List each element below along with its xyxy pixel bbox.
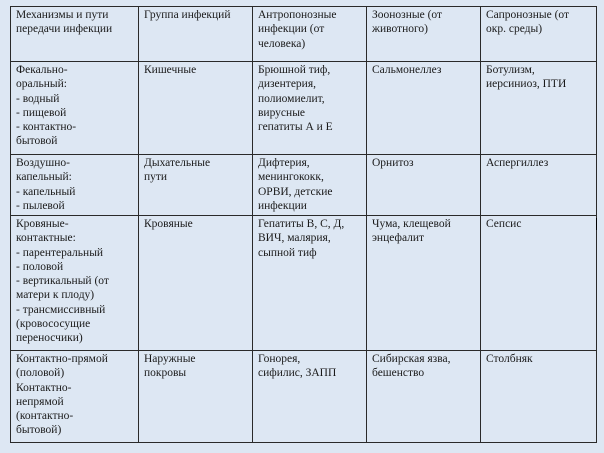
table-cell: Фекально- оральный: - водный - пищевой - контактно- бытовой	[11, 62, 139, 155]
table-cell: Воздушно- капельный: - капельный - пылевой	[11, 155, 139, 216]
table-cell: Дыхательные пути	[139, 155, 253, 216]
table-row	[11, 62, 597, 155]
header-cell-mechanism: Механизмы и пути передачи инфекции	[11, 7, 139, 62]
header-cell-group: Группа инфекций	[139, 7, 253, 62]
table-header-row	[11, 7, 597, 62]
table-cell: Кровяные	[139, 216, 253, 351]
table-cell: Сепсис	[481, 216, 597, 351]
table-row	[11, 351, 597, 443]
header-cell-anthroponotic: Антропонозные инфекции (от человека)	[253, 7, 367, 62]
table-cell: Гепатиты В, С, Д, ВИЧ, малярия, сыпной тиф	[253, 216, 367, 351]
table-row	[11, 216, 597, 351]
table-cell: Столбняк	[481, 351, 597, 443]
header-cell-zoonotic: Зоонозные (от животного)	[367, 7, 481, 62]
table-cell: Брюшной тиф, дизентерия, полиомиелит, вирусные гепатиты А и Е	[253, 62, 367, 155]
table-cell: Аспергиллез	[481, 155, 597, 216]
header-cell-sapronotic: Сапронозные (от окр. среды)	[481, 7, 597, 62]
table-cell: Кровяные- контактные: - парентеральный - половой - вертикальный (от матери к плоду) - трансмиссивный (кровососущие переносчики)	[11, 216, 139, 351]
table-cell: Сибирская язва, бешенство	[367, 351, 481, 443]
table-row	[11, 155, 597, 216]
table-cell: Гонорея, сифилис, ЗАПП	[253, 351, 367, 443]
table-cell: Контактно-прямой (половой) Контактно- непрямой (контактно- бытовой)	[11, 351, 139, 443]
table-cell: Дифтерия, менингококк, ОРВИ, детские инфекции	[253, 155, 367, 216]
table-cell: Наружные покровы	[139, 351, 253, 443]
table-cell: Ботулизм, иерсиниоз, ПТИ	[481, 62, 597, 155]
table-cell: Сальмонеллез	[367, 62, 481, 155]
text-cursor	[596, 218, 597, 230]
table-cell: Орнитоз	[367, 155, 481, 216]
table-cell: Кишечные	[139, 62, 253, 155]
table-cell: Чума, клещевой энцефалит	[367, 216, 481, 351]
infection-transmission-table	[10, 6, 597, 443]
